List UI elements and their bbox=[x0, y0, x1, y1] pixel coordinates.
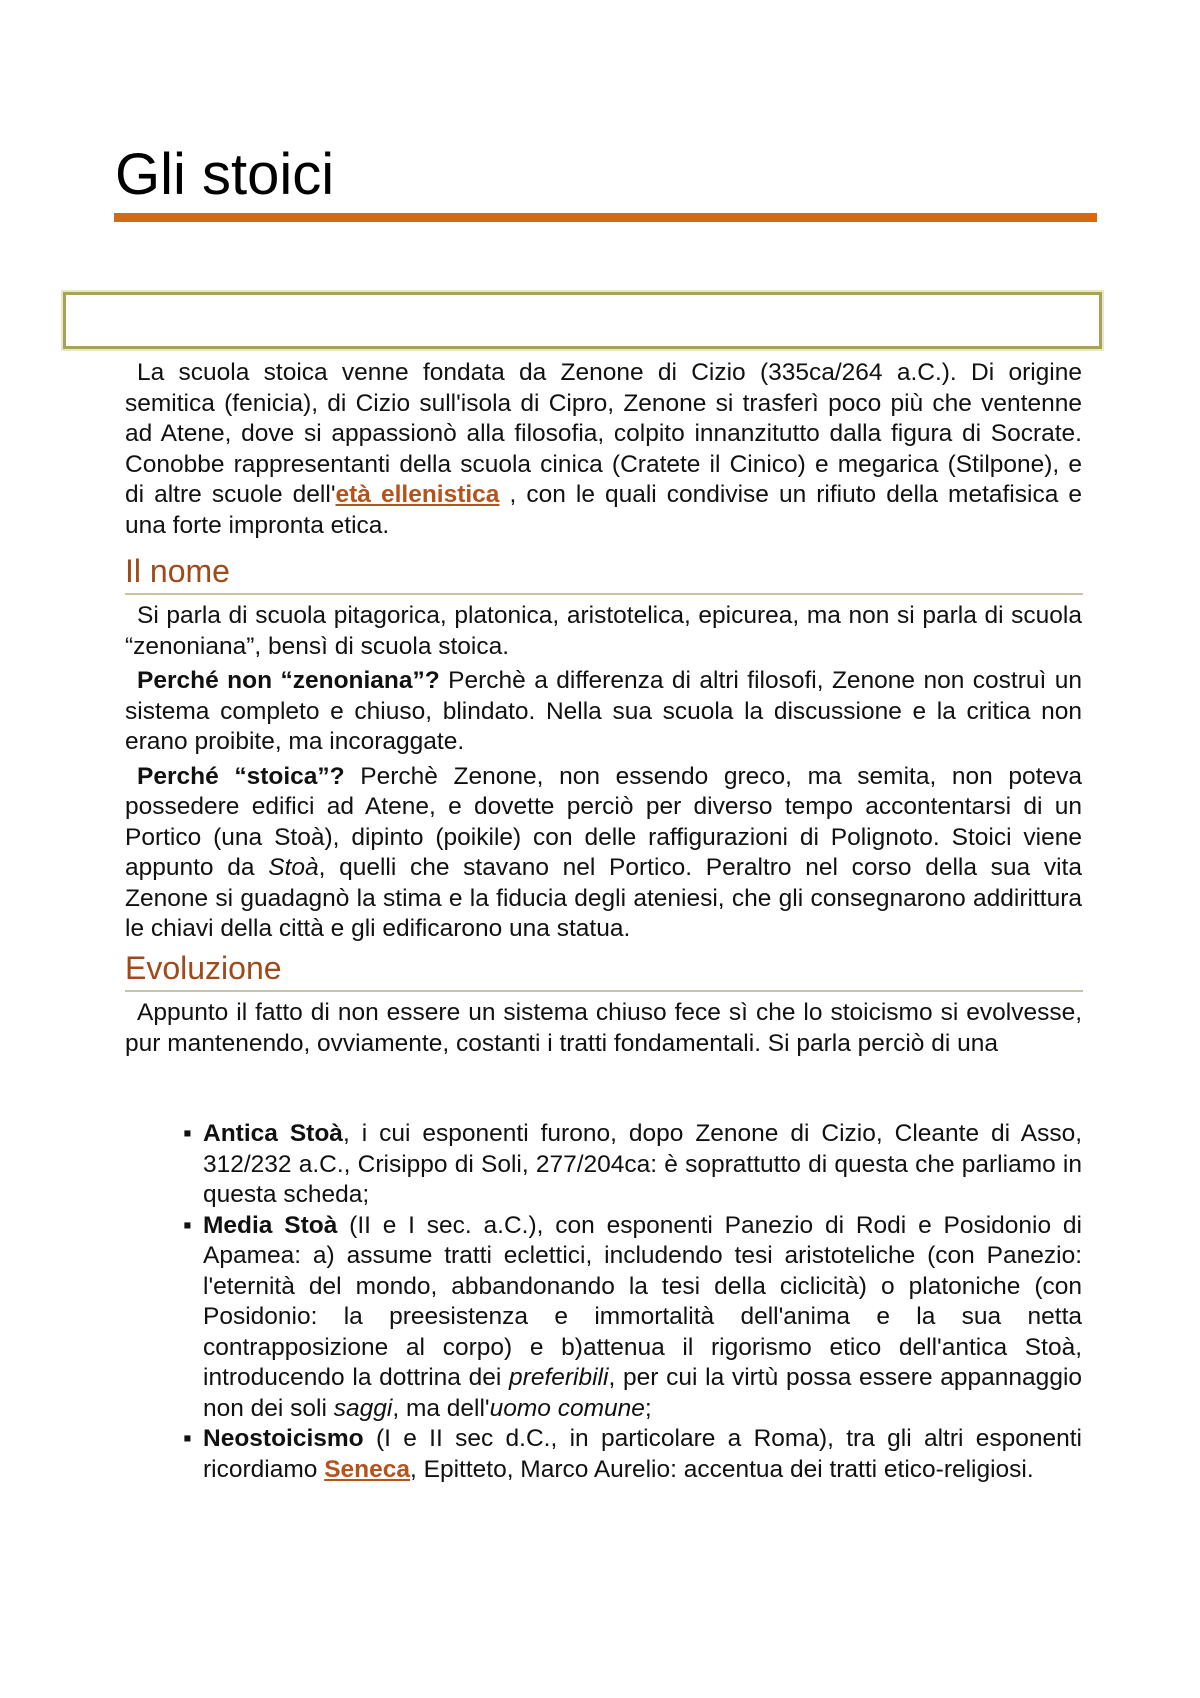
intro-text-a: La scuola stoica venne fondata da Zenone di Cizio (335ca/264 a.C.). Di origine semitica (fenicia), di Cizio sull'isola di Cipro, Zenone si trasferì poco più che ventenne ad Atene, dove si appassionò alla filosofia, colpito innanzitutto dalla figura di Socrate. Conobbe rappresentanti della scuola cinica (Cratete il Cinico) e megarica (Stilpone), e di altre scuole dell' bbox=[125, 359, 1082, 508]
item-text: , ma dell' bbox=[392, 1394, 490, 1422]
nome-paragraph-3-text-b: , quelli che stavano nel Portico. Peraltro nel corso della sua vita Zenone si guadagnò la stima e la fiducia degli ateniesi, che gli consegnarono addirittura le chiavi della città e gli edificarono una statua. bbox=[125, 854, 1082, 942]
nome-paragraph-1: Si parla di scuola pitagorica, platonica, aristotelica, epicurea, ma non si parla di scuola “zenoniana”, bensì di scuola stoica. bbox=[125, 602, 1082, 660]
intro-text-b: , con le quali condivise un rifiuto della metafisica e una forte impronta etica. bbox=[125, 481, 1082, 539]
item-title-antica-stoa: Antica Stoà bbox=[203, 1120, 343, 1147]
item-text: , Epitteto, Marco Aurelio: accentua dei tratti etico-religiosi. bbox=[410, 1455, 1034, 1483]
list-item bbox=[168, 1211, 1082, 1425]
list-item bbox=[168, 1424, 1082, 1485]
item-italic-uomo-comune: uomo comune bbox=[489, 1394, 645, 1422]
item-text: ; bbox=[644, 1394, 652, 1422]
item-italic-preferibili: preferibili bbox=[509, 1364, 609, 1391]
item-text: , per cui la virtù possa essere appannaggio non dei soli bbox=[203, 1364, 1083, 1422]
evoluzione-list bbox=[168, 1119, 1082, 1485]
nome-paragraph-3-text-a: Perchè Zenone, non essendo greco, ma semita, non poteva possedere edifici ad Atene, e dovette perciò per diverso tempo accontentarsi di un Portico (una Stoà), dipinto (poikile) con delle raffigurazioni di Polignoto. Stoici viene appunto da bbox=[125, 762, 1082, 881]
evoluzione-paragraph bbox=[125, 998, 1082, 1059]
heading-il-nome: Il nome bbox=[125, 552, 1083, 595]
nome-question-zenoniana: Perché non “zenoniana”? bbox=[137, 667, 440, 694]
intro-paragraph bbox=[125, 358, 1082, 541]
nome-italic-stoa: Stoà bbox=[268, 854, 319, 881]
item-italic-saggi: saggi bbox=[333, 1394, 393, 1422]
list-item bbox=[168, 1119, 1082, 1211]
link-eta-ellenistica[interactable]: età ellenistica bbox=[335, 481, 500, 508]
bullet-marker: ▪ bbox=[183, 1120, 192, 1147]
link-seneca[interactable]: Seneca bbox=[324, 1455, 410, 1483]
item-title-media-stoa: Media Stoà bbox=[203, 1211, 338, 1239]
page-title: Gli stoici bbox=[115, 142, 335, 207]
nome-paragraph-3 bbox=[125, 762, 1082, 945]
nome-paragraph-2-text: Perchè a differenza di altri filosofi, Zenone non costruì un sistema completo e chiuso, blindato. Nella sua scuola la discussione e la critica non erano proibite, ma incoraggate. bbox=[125, 667, 1082, 755]
item-text: , i cui esponenti furono, dopo Zenone di Cizio, Cleante di Asso, 312/232 a.C., Crisippo di Soli, 277/204ca: è soprattutto di questa che parliamo in questa scheda; bbox=[203, 1120, 1082, 1208]
bullet-marker: ▪ bbox=[183, 1211, 192, 1239]
item-text: (II e I sec. a.C.), con esponenti Panezio di Rodi e Posidonio di Apamea: a) assume tratti eclettici, includendo tesi aristoteliche (con Panezio: l'eternità del mondo, abbandonando la tesi della ciclicità) o platoniche (con Posidonio: la preesistenza e immortalità dell'anima e la sua netta contrapposizione al corpo) e b)attenua il rigorismo etico dell'antica Stoà, introducendo la dottrina dei bbox=[203, 1211, 1082, 1391]
heading-evoluzione: Evoluzione bbox=[125, 949, 1083, 992]
nome-paragraph-2 bbox=[125, 666, 1082, 758]
bullet-marker: ▪ bbox=[183, 1425, 192, 1452]
empty-frame-box bbox=[63, 292, 1102, 349]
evoluzione-text: Appunto il fatto di non essere un sistema chiuso fece sì che lo stoicismo si evolvesse, pur mantenendo, ovviamente, costanti i tratti fondamentali. Si parla perciò di una bbox=[125, 999, 1082, 1057]
section-nome-body bbox=[125, 601, 1082, 945]
item-text: (I e II sec d.C., in particolare a Roma), tra gli altri esponenti ricordiamo bbox=[203, 1425, 1082, 1483]
title-underline bbox=[114, 213, 1097, 222]
nome-question-stoica: Perché “stoica”? bbox=[137, 762, 345, 790]
item-title-neostoicismo: Neostoicismo bbox=[203, 1425, 364, 1452]
